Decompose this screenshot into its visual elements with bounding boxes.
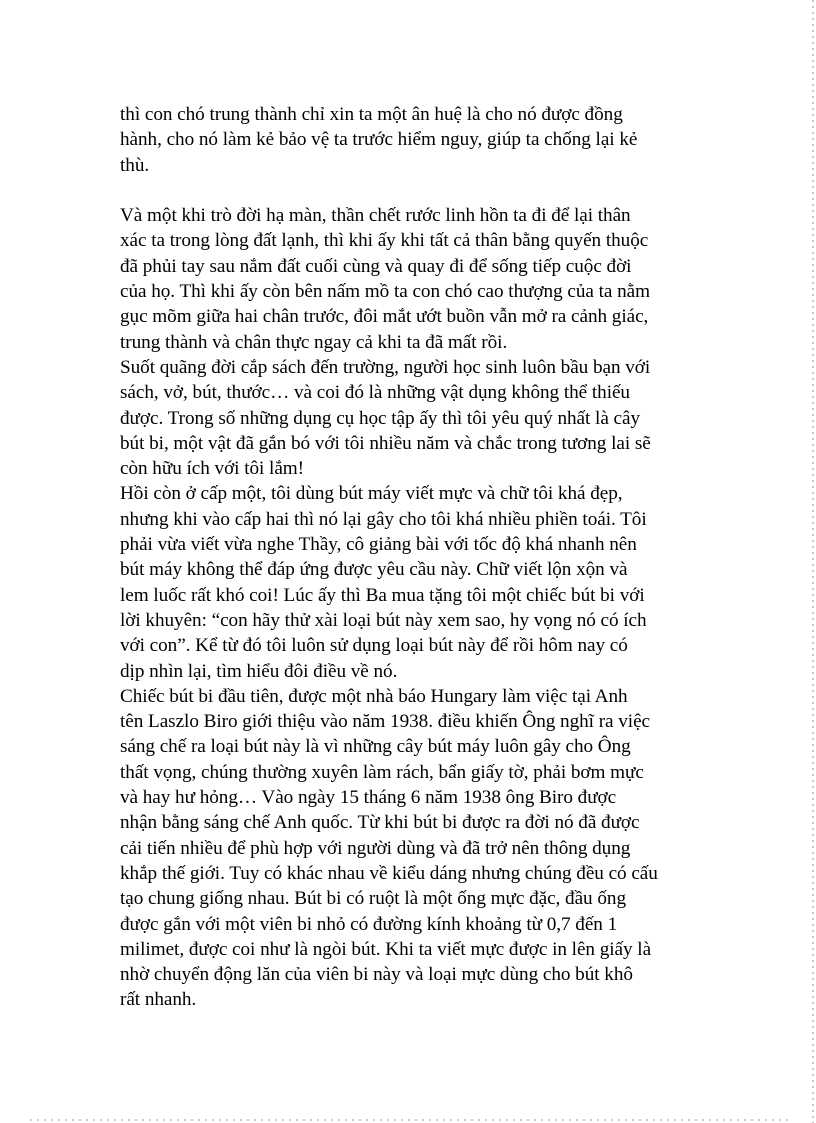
text-line: thất vọng, chúng thường xuyên làm rách, bẩn giấy tờ, phải bơm mực: [120, 761, 644, 783]
text-line: lem luốc rất khó coi! Lúc ấy thì Ba mua tặng tôi một chiếc bút bi với: [120, 584, 645, 606]
text-line: tạo chung giống nhau. Bút bi có ruột là một ống mực đặc, đầu ống: [120, 888, 626, 910]
paragraph-school-supplies: [120, 355, 710, 481]
text-line: phải vừa viết vừa nghe Thầy, cô giảng bài với tốc độ khá nhanh nên: [120, 534, 637, 556]
text-line: của họ. Thì khi ấy còn bên nấm mồ ta con chó cao thượng của ta nằm: [120, 281, 650, 303]
text-line: tên Laszlo Biro giới thiệu vào năm 1938. điều khiến Ông nghĩ ra việc: [120, 711, 651, 733]
paragraph-fountain-pen: [120, 481, 710, 683]
text-line: Hồi còn ở cấp một, tôi dùng bút máy viết mực và chữ tôi khá đẹp,: [120, 483, 623, 505]
text-line: nhưng khi vào cấp hai thì nó lại gây cho tôi khá nhiều phiền toái. Tôi: [120, 508, 647, 530]
text-line: đã phủi tay sau nắm đất cuối cùng và quay đi để sống tiếp cuộc đời: [120, 255, 632, 277]
text-line: được gắn với một viên bi nhỏ có đường kính khoảng từ 0,7 đến 1: [120, 913, 618, 935]
text-line: Chiếc bút bi đầu tiên, được một nhà báo Hungary làm việc tại Anh: [120, 685, 628, 707]
text-line: bút máy không thể đáp ứng được yêu cầu này. Chữ viết lộn xộn và: [120, 559, 628, 581]
text-line: được. Trong số những dụng cụ học tập ấy thì tôi yêu quý nhất là cây: [120, 407, 641, 429]
text-line: trung thành và chân thực ngay cả khi ta đã mất rồi.: [120, 331, 508, 353]
paragraph-dog-grave: [120, 203, 710, 355]
text-line: với con”. Kể từ đó tôi luôn sử dụng loại bút này để rồi hôm nay có: [120, 635, 628, 657]
text-line: còn hữu ích với tôi lắm!: [120, 458, 305, 480]
paragraph-spacer: [120, 178, 710, 203]
text-line: cải tiến nhiều để phù hợp với người dùng và đã trở nên thông dụng: [120, 837, 631, 859]
text-line: bút bi, một vật đã gắn bó với tôi nhiều năm và chắc trong tương lai sẽ: [120, 432, 651, 454]
paragraph-ballpoint-history: [120, 684, 710, 1013]
paragraph-loyal-dog: [120, 102, 710, 178]
text-line: Suốt quãng đời cắp sách đến trường, người học sinh luôn bầu bạn với: [120, 356, 651, 378]
text-line: nhận bằng sáng chế Anh quốc. Từ khi bút bi được ra đời nó đã được: [120, 812, 640, 834]
text-line: xác ta trong lòng đất lạnh, thì khi ấy khi tất cả thân bằng quyến thuộc: [120, 230, 649, 252]
body-text: [120, 102, 710, 1013]
text-line: nhờ chuyển động lăn của viên bi này và loại mực dùng cho bút khô: [120, 964, 633, 986]
text-line: sách, vở, bút, thước… và coi đó là những vật dụng không thể thiếu: [120, 382, 630, 404]
right-margin-guide: [812, 0, 814, 1123]
text-line: rất nhanh.: [120, 989, 197, 1011]
text-line: hành, cho nó làm kẻ bảo vệ ta trước hiểm nguy, giúp ta chống lại kẻ: [120, 129, 638, 151]
text-line: Và một khi trò đời hạ màn, thần chết rước linh hồn ta đi để lại thân: [120, 205, 631, 227]
text-line: milimet, được coi như là ngòi bút. Khi ta viết mực được in lên giấy là: [120, 938, 652, 960]
text-line: dịp nhìn lại, tìm hiểu đôi điều về nó.: [120, 660, 398, 682]
bottom-margin-guide: [30, 1119, 790, 1121]
text-line: lời khuyên: “con hãy thử xài loại bút này xem sao, hy vọng nó có ích: [120, 609, 647, 631]
text-line: thì con chó trung thành chỉ xin ta một ân huệ là cho nó được đồng: [120, 104, 623, 125]
text-line: gục mõm giữa hai chân trước, đôi mắt ướt buồn vẫn mở ra cảnh giác,: [120, 306, 649, 328]
text-line: khắp thế giới. Tuy có khác nhau về kiểu dáng nhưng chúng đều có cấu: [120, 862, 658, 884]
text-line: sáng chế ra loại bút này là vì những cây bút máy luôn gây cho Ông: [120, 736, 631, 758]
text-line: thù.: [120, 154, 150, 176]
text-line: và hay hư hỏng… Vào ngày 15 tháng 6 năm 1938 ông Biro được: [120, 787, 617, 809]
